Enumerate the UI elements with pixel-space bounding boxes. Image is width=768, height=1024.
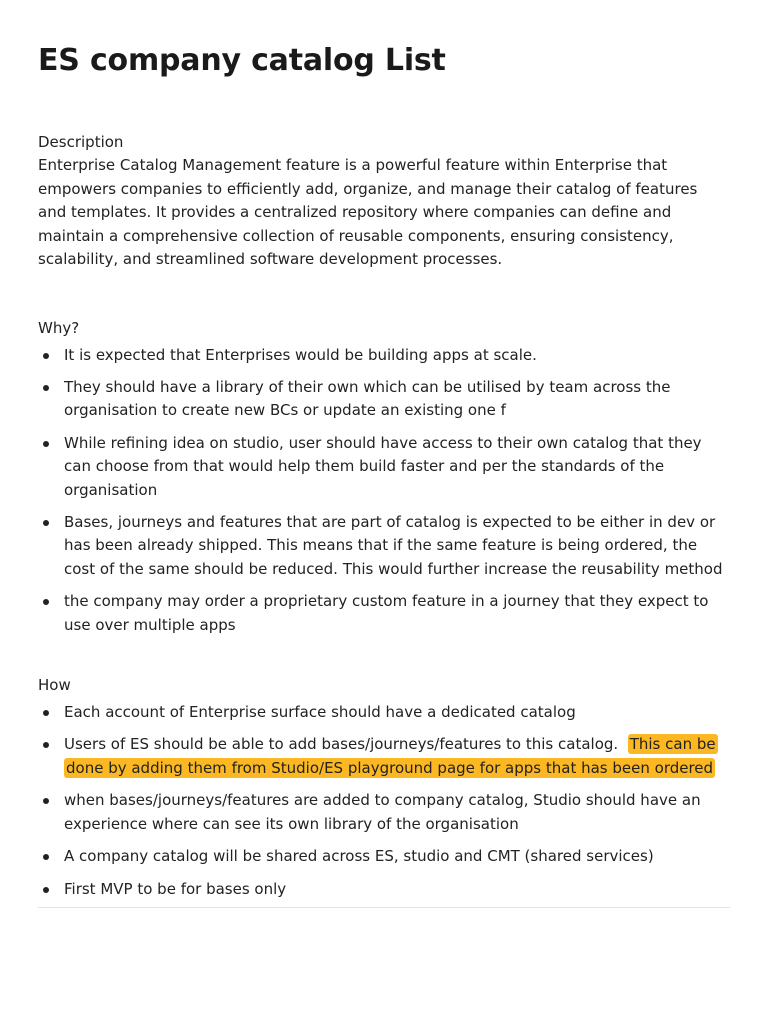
bullet-icon [43,353,49,359]
why-list-item [38,344,730,367]
why-list-item [38,590,730,636]
highlighted-text: This can be done by adding them from Studio/ES playground page for apps that has been ordered [66,735,716,777]
page-title: ES company catalog List [38,43,446,78]
description-text: Enterprise Catalog Management feature is a powerful feature within Enterprise that empowers companies to efficiently add, organize, and manage their catalog of features and templates. It provides a centralized repository where companies can define and maintain a comprehensive collection of reusable components, ensuring consistency, scalability, and streamlined software development processes. [38,156,698,268]
bullet-icon [43,520,49,526]
why-item-text: While refining idea on studio, user should have access to their own catalog that they can choose from that would help them build faster and per the standards of the organisation [64,434,702,499]
how-list-item [38,878,730,901]
how-item-text: Each account of Enterprise surface should have a dedicated catalog [64,702,576,721]
why-label: Why? [38,318,80,337]
divider [38,907,730,908]
why-list-item [38,511,730,581]
bullet-icon [43,385,49,391]
how-list-item [38,733,730,779]
how-item-text: First MVP to be for bases only [64,879,287,898]
how-list-item [38,701,730,724]
how-item-text: when bases/journeys/features are added to company catalog, Studio should have an experience where can see its own library of the organisation [64,791,701,833]
why-item-text: Bases, journeys and features that are part of catalog is expected to be either in dev or has been already shipped. This means that if the same feature is being ordered, the cost of the same should be reduced. This would further increase the reusability method [64,513,723,578]
bullet-icon [43,710,49,716]
how-item-text: A company catalog will be shared across ES, studio and CMT (shared services) [64,847,654,866]
bullet-icon [43,854,49,860]
how-list [38,701,730,901]
bullet-icon [43,887,49,893]
how-label: How [38,675,71,694]
why-list-item [38,376,730,422]
why-list-item [38,432,730,502]
bullet-icon [43,599,49,605]
why-item-text: They should have a library of their own which can be utilised by team across the organisation to create new BCs or update an existing one f [64,378,671,420]
why-list [38,344,730,637]
how-list-item [38,789,730,835]
how-list-item [38,845,730,868]
description-label: Description [38,133,124,151]
why-item-text: It is expected that Enterprises would be building apps at scale. [64,345,537,364]
how-item-text: Users of ES should be able to add bases/journeys/features to this catalog. [64,735,619,754]
bullet-icon [43,798,49,804]
why-item-text: the company may order a proprietary custom feature in a journey that they expect to use over multiple apps [64,592,709,634]
bullet-icon [43,441,49,447]
bullet-icon [43,742,49,748]
